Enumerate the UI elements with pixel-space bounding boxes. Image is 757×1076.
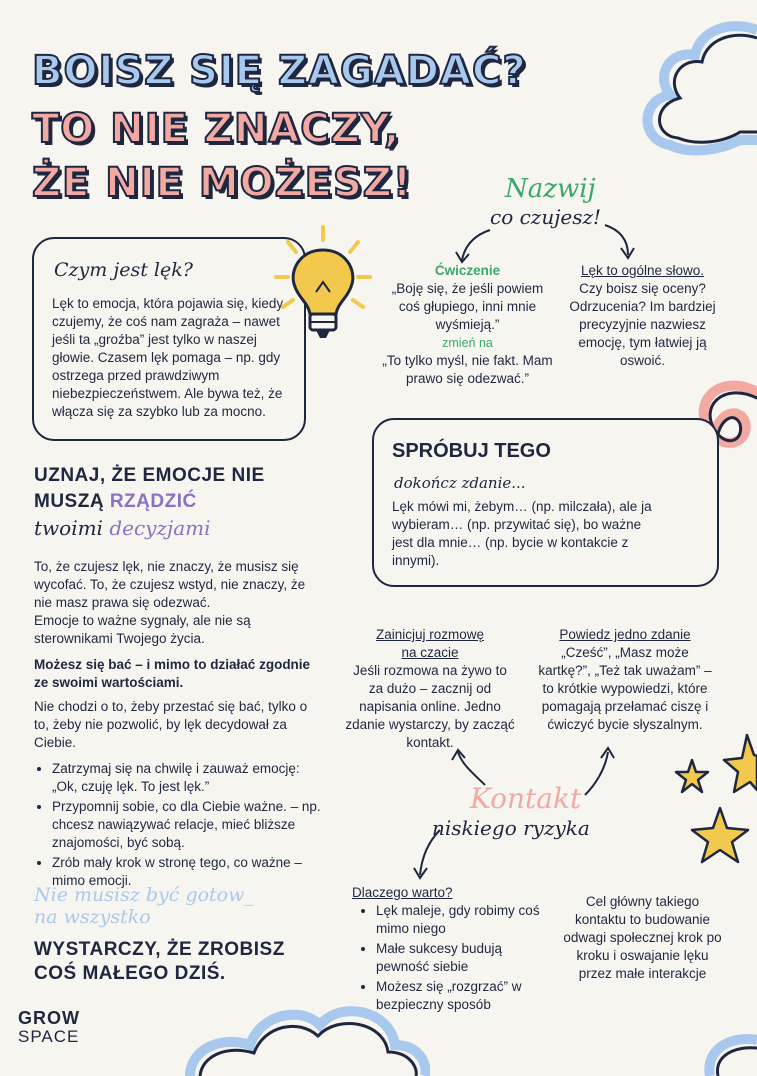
uznaj-heading-rzadzic: RZĄDZIĆ [109,491,197,512]
arrows-kontakt-icon [400,740,630,880]
powiedz-heading: Powiedz jedno zdanie [559,627,691,642]
sprobuj-tego-card [372,418,719,587]
grow-space-logo [18,1008,80,1047]
cwiczenie-change: zmień na [442,336,493,350]
dlaczego-list-item: • Małe sukcesy budują pewność siebie [376,940,552,976]
cwiczenie-quote: „Boję się, że jeśli powiem coś głupiego, inni mnie wyśmieją.” [391,281,544,332]
zainicjuj-section [345,626,515,752]
cloud-top-right-illustration [600,10,757,175]
uznaj-heading-musza: MUSZĄ [34,491,110,512]
cwiczenie-heading: Ćwiczenie [434,263,501,278]
czym-heading: Czym jest lęk? [54,259,193,281]
uznaj-twoimi: twoimi [34,516,110,540]
dlaczego-section [352,884,552,1016]
uznaj-list-item: • Zatrzymaj się na chwilę i zauważ emocję: „Ok, czuję lęk. To jest lęk.” [52,760,324,796]
wystarczy-line-2: COŚ MAŁEGO DZIŚ. [34,963,226,984]
lightbulb-icon [268,222,378,352]
title-line-3: ŻE NIE MOŻESZ! [32,160,413,206]
powiedz-body: „Cześć”, „Masz może kartkę?”, „Też tak uważam” – to krótkie wypowiedzi, które pomagają przełamać ciszę i ćwiczyć bycie słyszalnym. [538,645,712,732]
uznaj-body [34,558,324,892]
wystarczy-line-1: WYSTARCZY, ŻE ZROBISZ [34,939,285,960]
czym-jest-lek-card [32,237,306,441]
logo-space: SPACE [18,1027,80,1046]
cwiczenie-section [380,262,555,388]
dlaczego-list [352,902,552,1014]
sprobuj-body: Lęk mówi mi, żebym… (np. milczała), ale ja wybieram… (np. przywitać się), bo ważne jest dla mnie… (np. bycie w kontakcie z innymi). [392,499,652,568]
dlaczego-heading: Dlaczego warto? [352,885,453,900]
title-line-2: TO NIE ZNACZY, [32,106,401,152]
stars-illustration [672,730,757,880]
arrows-nazwij-icon [450,210,650,270]
ogolne-section [565,262,720,370]
nazwij-heading: Nazwij [505,174,596,204]
kontakt-heading: Kontakt [470,782,582,815]
sprobuj-sub: dokończ zdanie... [394,474,526,492]
ogolne-body: Czy boisz się oceny? Odrzucenia? Im bardziej precyzyjnie nazwiesz emocję, tym łatwiej ją oswoić. [569,281,716,368]
cwiczenie-answer: „To tylko myśl, nie fakt. Mam prawo się odezwać.” [382,353,553,386]
uznaj-list-item: • Przypomnij sobie, co dla Ciebie ważne. – np. chcesz nawiązywać relacje, mieć bliższe znajomości, być sobą. [52,798,324,852]
ogolne-heading: Lęk to ogólne słowo. [580,263,705,278]
zainicjuj-heading-1: Zainicjuj rozmowę [375,627,485,642]
logo-grow: GROW [18,1008,80,1028]
czym-body: Lęk to emocja, która pojawia się, kiedy czujemy, że coś nam zagraża – nawet jeśli ta „groźba” jest tylko w naszej głowie. Czasem lęk pomaga – np. gdy ostrzega przed prawdziwym niebezpieczeństwem. Ale bywa też, że włącza się za szybko lub za mocno. [52,296,284,419]
kontakt-subheading: niskiego ryzyka [432,816,590,840]
uznaj-p2: Emocje to ważne sygnały, ale nie są sterownikami Twojego życia. [34,613,251,646]
cloud-bottom-right-illustration [690,1010,757,1076]
uznaj-p1: To, że czujesz lęk, nie znaczy, że musisz się wycofać. To, że czujesz wstyd, nie znaczy, że nie masz prawa się odezwać. [34,559,306,610]
uznaj-heading-line-1: UZNAJ, ŻE EMOCJE NIE [34,465,265,486]
uznaj-heading-line-3 [34,516,210,540]
nazwij-subheading: co czujesz! [490,205,602,229]
uznaj-bold: Możesz się bać – i mimo to działać zgodnie ze swoimi wartościami. [34,657,311,690]
sprobuj-heading: SPRÓBUJ TEGO [392,440,551,462]
powiedz-section [535,626,715,734]
title-line-1: BOISZ SIĘ ZAGADAĆ? [32,48,527,94]
zainicjuj-heading-2: na czacie [401,645,459,660]
uznaj-decyzjami: decyzjami [109,516,211,540]
cel-section: Cel główny takiego kontaktu to budowanie odwagi społecznej krok po kroku i oswajanie lęku przez małe interakcje [563,894,722,981]
dlaczego-list-item: • Lęk maleje, gdy robimy coś mimo niego [376,902,552,938]
dlaczego-list-item: • Możesz się „rozgrzać” w bezpieczny sposób [376,978,552,1014]
zainicjuj-body: Jeśli rozmowa na żywo to za dużo – zacznij od napisania online. Jedno zdanie wystarczy, by zacząć kontakt. [345,663,515,750]
uznaj-list-item: • Zrób mały krok w stronę tego, co ważne – mimo emocji. [52,854,324,890]
nie-musisz-script: Nie musisz być gotow_ na wszystko [34,884,254,928]
uznaj-p3: Nie chodzi o to, żeby przestać się bać, tylko o to, żeby nie pozwolić, by lęk decydował za Ciebie. [34,699,308,750]
uznaj-heading-line-2 [34,490,197,514]
uznaj-list [34,760,324,890]
